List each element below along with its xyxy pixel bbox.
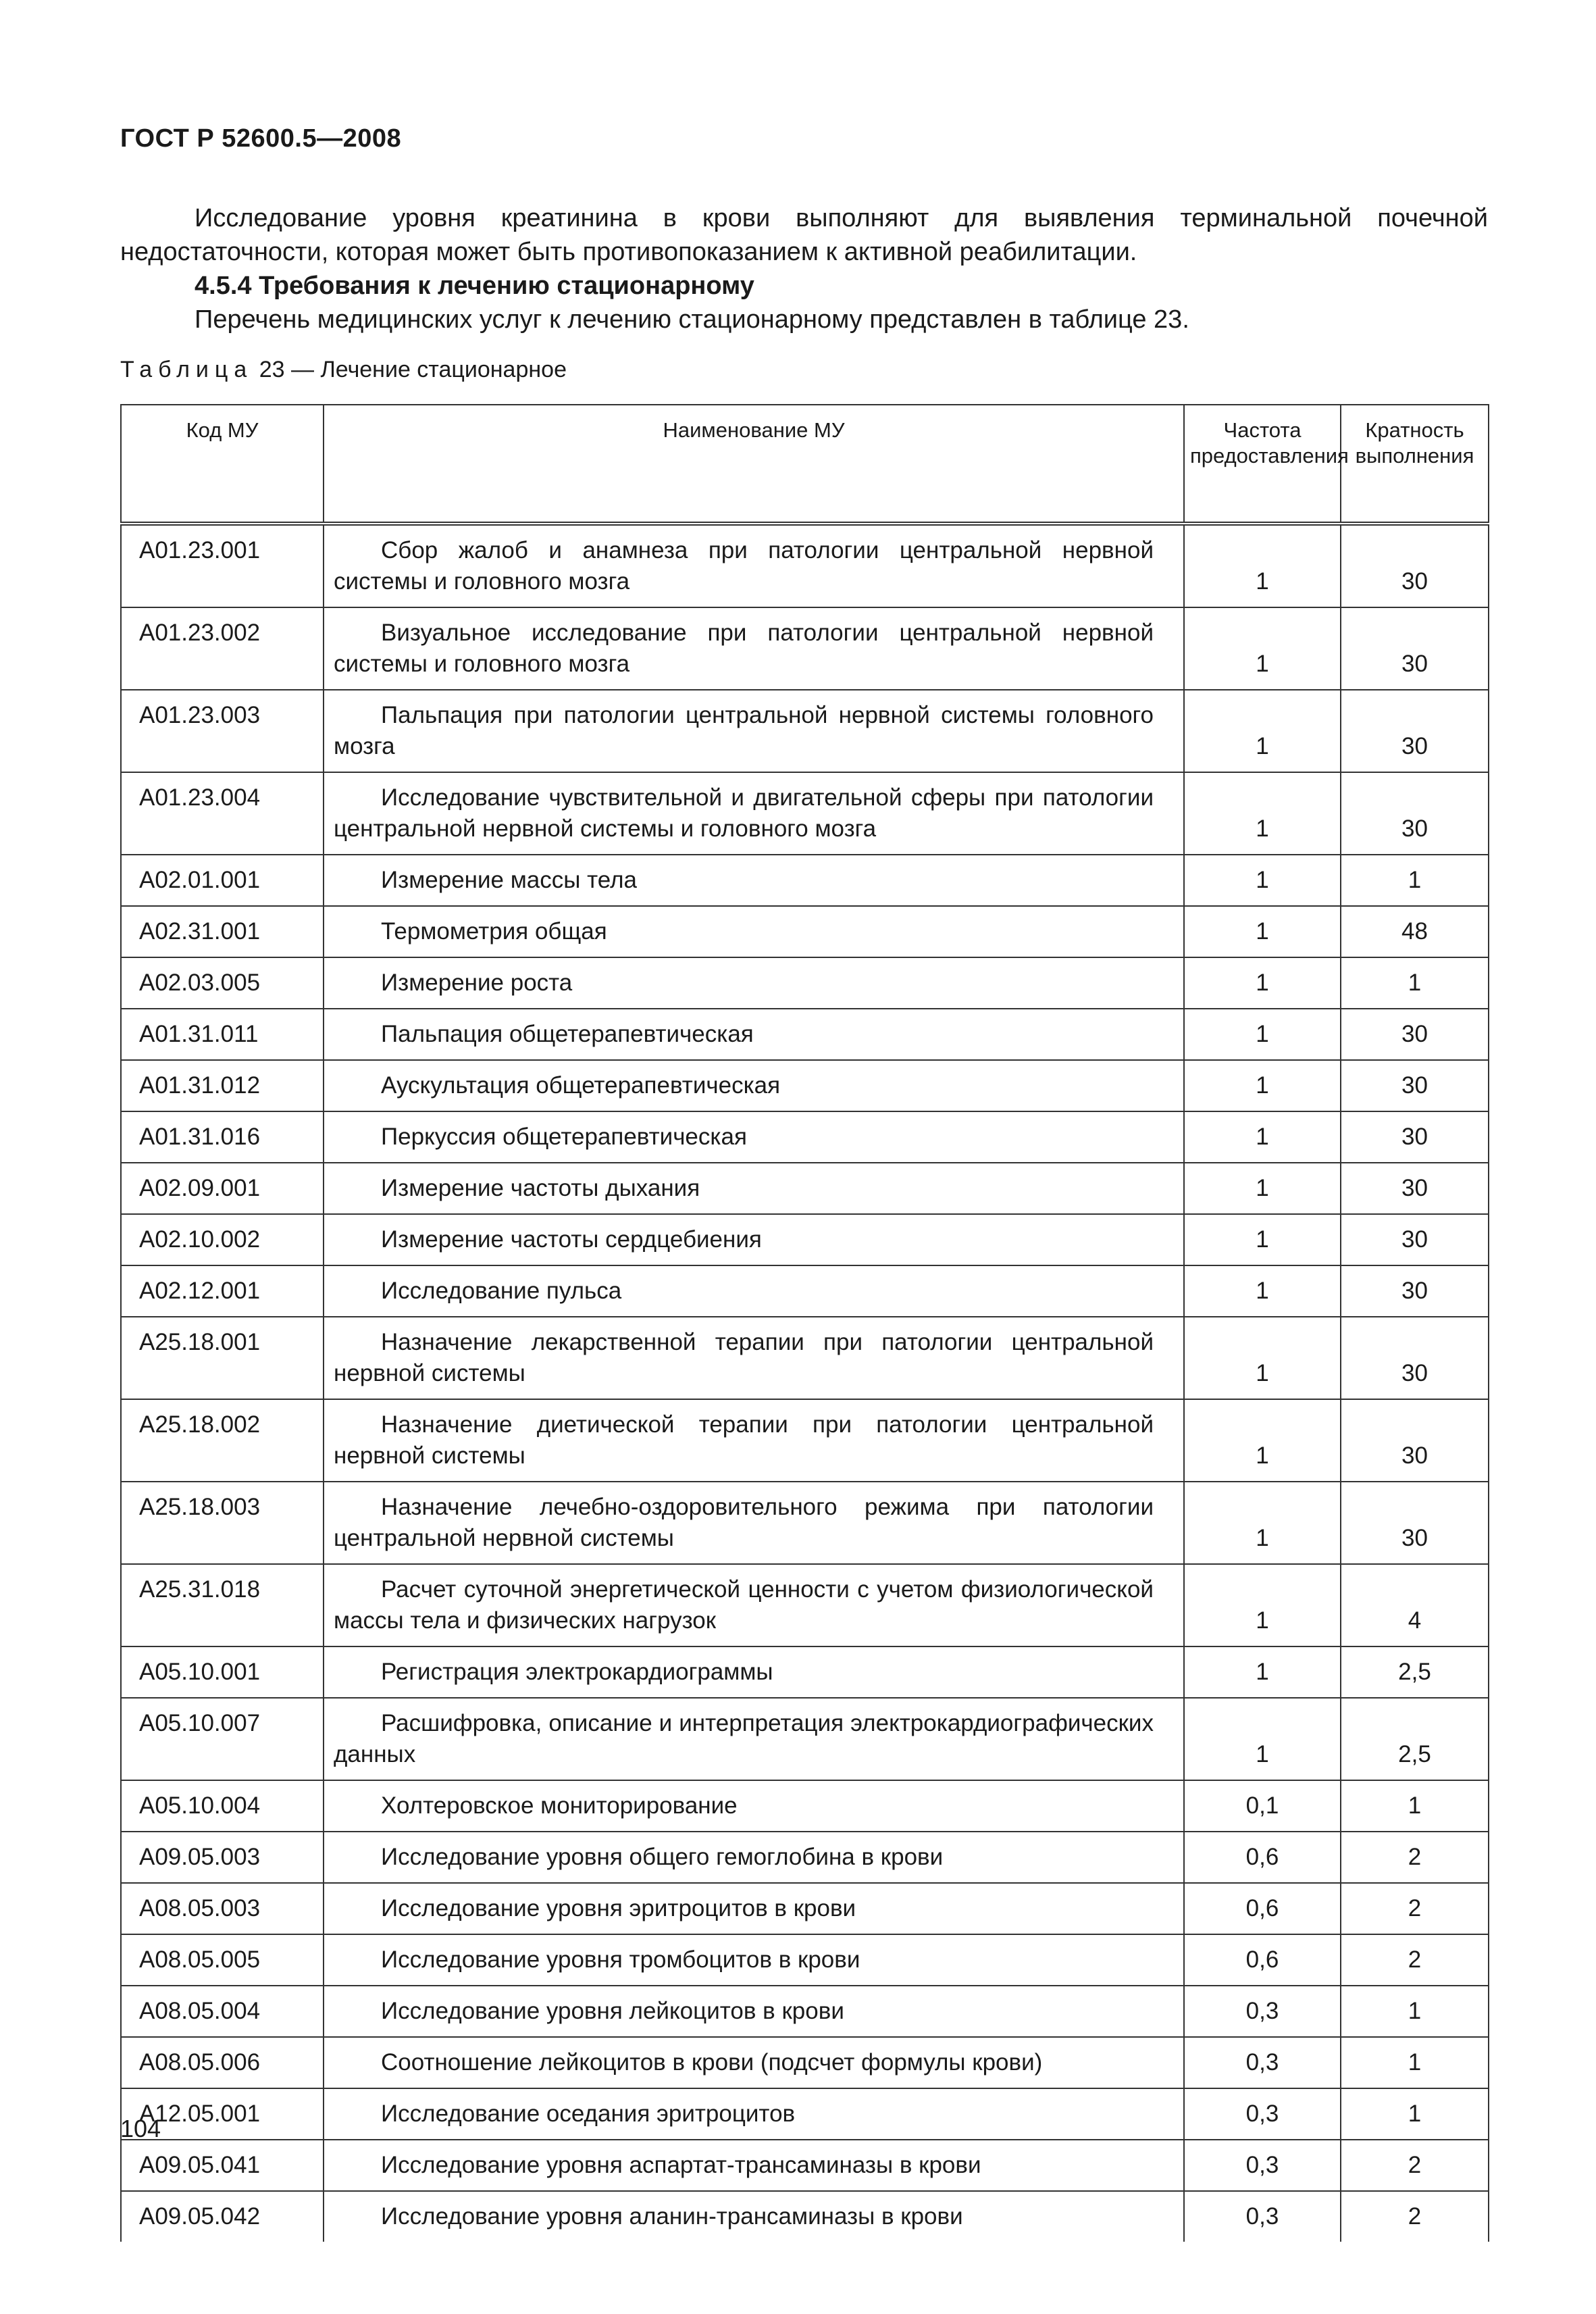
intro-paragraph: Исследование уровня креатинина в крови выполняют для выявления терминальной почечной недостаточности, которая может быть противопоказанием к активной реабилитации. <box>120 204 1488 266</box>
cell-code: А25.31.018 <box>121 1564 324 1646</box>
cell-code: А02.03.005 <box>121 957 324 1009</box>
cell-name: Аускультация общетерапевтическая <box>324 1060 1184 1111</box>
cell-code: А02.09.001 <box>121 1163 324 1214</box>
cell-name: Пальпация общетерапевтическая <box>324 1009 1184 1060</box>
cell-frequency: 0,3 <box>1184 2037 1341 2088</box>
cell-name: Соотношение лейкоцитов в крови (подсчет формулы крови) <box>324 2037 1184 2088</box>
cell-multiplicity: 30 <box>1341 1482 1489 1564</box>
cell-name: Измерение роста <box>324 957 1184 1009</box>
cell-code: А25.18.001 <box>121 1317 324 1399</box>
cell-name: Измерение частоты дыхания <box>324 1163 1184 1214</box>
cell-multiplicity: 2 <box>1341 2140 1489 2191</box>
cell-multiplicity: 48 <box>1341 906 1489 957</box>
cell-frequency: 1 <box>1184 772 1341 855</box>
cell-name: Холтеровское мониторирование <box>324 1780 1184 1832</box>
cell-frequency: 1 <box>1184 524 1341 607</box>
cell-code: А01.31.016 <box>121 1111 324 1163</box>
table-row <box>121 1883 1489 1934</box>
cell-frequency: 0,1 <box>1184 1780 1341 1832</box>
cell-multiplicity: 1 <box>1341 2088 1489 2140</box>
table-row <box>121 690 1489 772</box>
cell-multiplicity: 2 <box>1341 1832 1489 1883</box>
cell-frequency: 0,3 <box>1184 2088 1341 2140</box>
cell-multiplicity: 30 <box>1341 1265 1489 1317</box>
table-row <box>121 524 1489 607</box>
table-body <box>121 524 1489 2242</box>
cell-multiplicity: 30 <box>1341 1163 1489 1214</box>
table-row <box>121 906 1489 957</box>
table-caption <box>120 357 567 383</box>
table-row <box>121 1698 1489 1780</box>
cell-multiplicity: 30 <box>1341 1317 1489 1399</box>
cell-name: Сбор жалоб и анамнеза при патологии центральной нервной системы и головного мозга <box>324 524 1184 607</box>
table-header-row <box>121 405 1489 524</box>
cell-frequency: 0,3 <box>1184 1986 1341 2037</box>
cell-code: А01.23.004 <box>121 772 324 855</box>
table-row <box>121 1214 1489 1265</box>
cell-name: Расшифровка, описание и интерпретация электрокардиографических данных <box>324 1698 1184 1780</box>
cell-name: Исследование уровня лейкоцитов в крови <box>324 1986 1184 2037</box>
cell-multiplicity: 1 <box>1341 957 1489 1009</box>
cell-multiplicity: 30 <box>1341 1060 1489 1111</box>
cell-frequency: 0,3 <box>1184 2140 1341 2191</box>
table-row <box>121 1646 1489 1698</box>
cell-frequency: 0,6 <box>1184 1934 1341 1986</box>
table-row <box>121 855 1489 906</box>
cell-name: Исследование уровня тромбоцитов в крови <box>324 1934 1184 1986</box>
cell-multiplicity: 2 <box>1341 1883 1489 1934</box>
cell-code: А05.10.007 <box>121 1698 324 1780</box>
table-row <box>121 607 1489 690</box>
cell-multiplicity: 30 <box>1341 1111 1489 1163</box>
table-row <box>121 2088 1489 2140</box>
cell-frequency: 1 <box>1184 1399 1341 1482</box>
cell-code: А02.31.001 <box>121 906 324 957</box>
intro-block <box>120 201 1488 336</box>
cell-frequency: 1 <box>1184 1646 1341 1698</box>
cell-frequency: 1 <box>1184 906 1341 957</box>
cell-multiplicity: 4 <box>1341 1564 1489 1646</box>
cell-name: Исследование оседания эритроцитов <box>324 2088 1184 2140</box>
section-title: 4.5.4 Требования к лечению стационарному <box>195 272 754 300</box>
cell-frequency: 1 <box>1184 1111 1341 1163</box>
cell-multiplicity: 2 <box>1341 1934 1489 1986</box>
cell-name: Термометрия общая <box>324 906 1184 957</box>
cell-multiplicity: 30 <box>1341 690 1489 772</box>
table-row <box>121 1265 1489 1317</box>
cell-frequency: 0,3 <box>1184 2191 1341 2242</box>
cell-name: Исследование уровня общего гемоглобина в крови <box>324 1832 1184 1883</box>
table-caption-rest: 23 — Лечение стационарное <box>253 357 567 382</box>
table-row <box>121 1832 1489 1883</box>
cell-code: А12.05.001 <box>121 2088 324 2140</box>
table-row <box>121 1934 1489 1986</box>
cell-frequency: 1 <box>1184 1163 1341 1214</box>
cell-code: А01.31.012 <box>121 1060 324 1111</box>
cell-multiplicity: 2,5 <box>1341 1698 1489 1780</box>
cell-name: Исследование уровня аланин-трансаминазы в крови <box>324 2191 1184 2242</box>
cell-code: А25.18.002 <box>121 1399 324 1482</box>
cell-name: Назначение диетической терапии при патологии центральной нервной системы <box>324 1399 1184 1482</box>
cell-name: Исследование уровня аспартат-трансаминазы в крови <box>324 2140 1184 2191</box>
cell-multiplicity: 1 <box>1341 1986 1489 2037</box>
cell-multiplicity: 30 <box>1341 772 1489 855</box>
cell-code: А01.23.002 <box>121 607 324 690</box>
cell-code: А08.05.006 <box>121 2037 324 2088</box>
column-header-name: Наименование МУ <box>324 405 1184 524</box>
cell-multiplicity: 2 <box>1341 2191 1489 2242</box>
cell-name: Расчет суточной энергетической ценности с учетом физиологической массы тела и физических нагрузок <box>324 1564 1184 1646</box>
cell-name: Пальпация при патологии центральной нервной системы головного мозга <box>324 690 1184 772</box>
table-row <box>121 2140 1489 2191</box>
section-text: Перечень медицинских услуг к лечению стационарному представлен в таблице 23. <box>195 305 1189 334</box>
cell-code: А02.01.001 <box>121 855 324 906</box>
table-row <box>121 1317 1489 1399</box>
table-row <box>121 1163 1489 1214</box>
cell-multiplicity: 30 <box>1341 1009 1489 1060</box>
cell-code: А01.23.001 <box>121 524 324 607</box>
cell-name: Исследование пульса <box>324 1265 1184 1317</box>
cell-name: Регистрация электрокардиограммы <box>324 1646 1184 1698</box>
cell-code: А02.12.001 <box>121 1265 324 1317</box>
table-row <box>121 2037 1489 2088</box>
cell-frequency: 0,6 <box>1184 1832 1341 1883</box>
cell-name: Исследование чувствительной и двигательной сферы при патологии центральной нервной системы и головного мозга <box>324 772 1184 855</box>
cell-frequency: 1 <box>1184 855 1341 906</box>
cell-frequency: 1 <box>1184 1214 1341 1265</box>
column-header-code: Код МУ <box>121 405 324 524</box>
table-row <box>121 2191 1489 2242</box>
cell-name: Назначение лечебно-оздоровительного режима при патологии центральной нервной системы <box>324 1482 1184 1564</box>
cell-frequency: 1 <box>1184 1317 1341 1399</box>
cell-multiplicity: 1 <box>1341 855 1489 906</box>
cell-frequency: 1 <box>1184 1009 1341 1060</box>
cell-multiplicity: 30 <box>1341 607 1489 690</box>
table-row <box>121 1564 1489 1646</box>
cell-code: А01.31.011 <box>121 1009 324 1060</box>
cell-frequency: 1 <box>1184 1265 1341 1317</box>
cell-code: А01.23.003 <box>121 690 324 772</box>
table-row <box>121 1482 1489 1564</box>
cell-multiplicity: 30 <box>1341 524 1489 607</box>
table-row <box>121 1986 1489 2037</box>
cell-frequency: 1 <box>1184 607 1341 690</box>
cell-multiplicity: 2,5 <box>1341 1646 1489 1698</box>
cell-code: А08.05.003 <box>121 1883 324 1934</box>
cell-name: Назначение лекарственной терапии при патологии центральной нервной системы <box>324 1317 1184 1399</box>
cell-frequency: 1 <box>1184 690 1341 772</box>
table-caption-word: Таблица <box>120 357 253 382</box>
cell-code: А09.05.003 <box>121 1832 324 1883</box>
cell-name: Измерение массы тела <box>324 855 1184 906</box>
cell-name: Визуальное исследование при патологии центральной нервной системы и головного мозга <box>324 607 1184 690</box>
cell-frequency: 1 <box>1184 1564 1341 1646</box>
cell-code: А25.18.003 <box>121 1482 324 1564</box>
cell-multiplicity: 30 <box>1341 1214 1489 1265</box>
cell-code: А09.05.041 <box>121 2140 324 2191</box>
cell-name: Перкуссия общетерапевтическая <box>324 1111 1184 1163</box>
cell-multiplicity: 1 <box>1341 2037 1489 2088</box>
cell-code: А05.10.004 <box>121 1780 324 1832</box>
services-table <box>120 404 1489 2242</box>
cell-frequency: 1 <box>1184 957 1341 1009</box>
cell-multiplicity: 30 <box>1341 1399 1489 1482</box>
cell-code: А02.10.002 <box>121 1214 324 1265</box>
page-number: 104 <box>120 2115 161 2142</box>
column-header-multiplicity: Кратность выполнения <box>1341 405 1489 524</box>
cell-code: А08.05.004 <box>121 1986 324 2037</box>
cell-frequency: 1 <box>1184 1482 1341 1564</box>
cell-code: А05.10.001 <box>121 1646 324 1698</box>
document-header: ГОСТ Р 52600.5—2008 <box>120 124 402 153</box>
table-row <box>121 1060 1489 1111</box>
table-row <box>121 1399 1489 1482</box>
table-row <box>121 772 1489 855</box>
cell-code: А09.05.042 <box>121 2191 324 2242</box>
table-row <box>121 957 1489 1009</box>
table-row <box>121 1111 1489 1163</box>
cell-frequency: 0,6 <box>1184 1883 1341 1934</box>
cell-multiplicity: 1 <box>1341 1780 1489 1832</box>
cell-frequency: 1 <box>1184 1060 1341 1111</box>
table-row <box>121 1780 1489 1832</box>
cell-name: Измерение частоты сердцебиения <box>324 1214 1184 1265</box>
table-row <box>121 1009 1489 1060</box>
cell-frequency: 1 <box>1184 1698 1341 1780</box>
cell-code: А08.05.005 <box>121 1934 324 1986</box>
cell-name: Исследование уровня эритроцитов в крови <box>324 1883 1184 1934</box>
column-header-frequency: Частота предоставления <box>1184 405 1341 524</box>
